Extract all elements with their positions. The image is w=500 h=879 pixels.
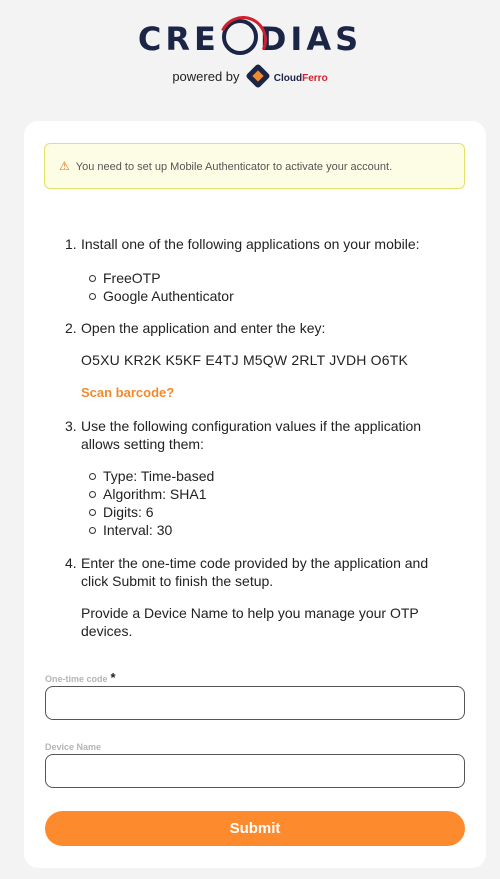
step-1-number: 1. (65, 236, 77, 252)
logo-ring-icon (222, 19, 258, 55)
step-3-number: 3. (65, 418, 77, 434)
step-4-text: Enter the one-time code provided by the application and click Submit to finish the setup. (81, 555, 429, 589)
warning-icon: ⚠ (59, 159, 70, 173)
app-item: Google Authenticator (103, 288, 234, 304)
warning-alert (44, 143, 465, 189)
step-4-device-hint: Provide a Device Name to help you manage your OTP devices. (81, 605, 419, 639)
otp-setup-card (24, 121, 486, 868)
step-2-text: Open the application and enter the key: (81, 320, 326, 336)
config-item: Algorithm: SHA1 (103, 486, 207, 502)
secret-key: O5XU KR2K K5KF E4TJ M5QW 2RLT JVDH O6TK (81, 352, 409, 368)
cloudferro-logo-icon (245, 63, 270, 88)
config-item: Interval: 30 (103, 522, 173, 538)
powered-by-text: powered by (172, 69, 240, 84)
scan-barcode-link[interactable]: Scan barcode? (81, 385, 175, 400)
step-3-text: Use the following configuration values if the application allows setting them: (81, 418, 422, 452)
brand-header (0, 0, 500, 110)
otp-input[interactable] (45, 686, 465, 720)
app-item: FreeOTP (103, 270, 161, 286)
creodias-logo (0, 14, 500, 64)
otp-label (45, 672, 116, 685)
otp-label-text: One-time code (45, 674, 108, 684)
config-item: Digits: 6 (103, 504, 154, 520)
partner-name (274, 73, 328, 84)
logo-text-end: DIAS (259, 20, 363, 58)
device-name-label: Device Name (45, 742, 102, 752)
alert-text: You need to set up Mobile Authenticator to activate your account. (75, 161, 393, 173)
logo-text-start: CRE (137, 20, 220, 58)
submit-button[interactable]: Submit (45, 811, 465, 846)
device-name-input[interactable] (45, 754, 465, 788)
powered-by (0, 66, 500, 90)
step-2-number: 2. (65, 320, 77, 336)
step-4-number: 4. (65, 555, 77, 571)
config-item: Type: Time-based (103, 468, 215, 484)
required-mark: * (110, 670, 116, 685)
partner-name-part2: Ferro (302, 73, 328, 84)
step-1-text: Install one of the following applications on your mobile: (81, 236, 420, 252)
partner-name-part1: Cloud (273, 73, 303, 84)
